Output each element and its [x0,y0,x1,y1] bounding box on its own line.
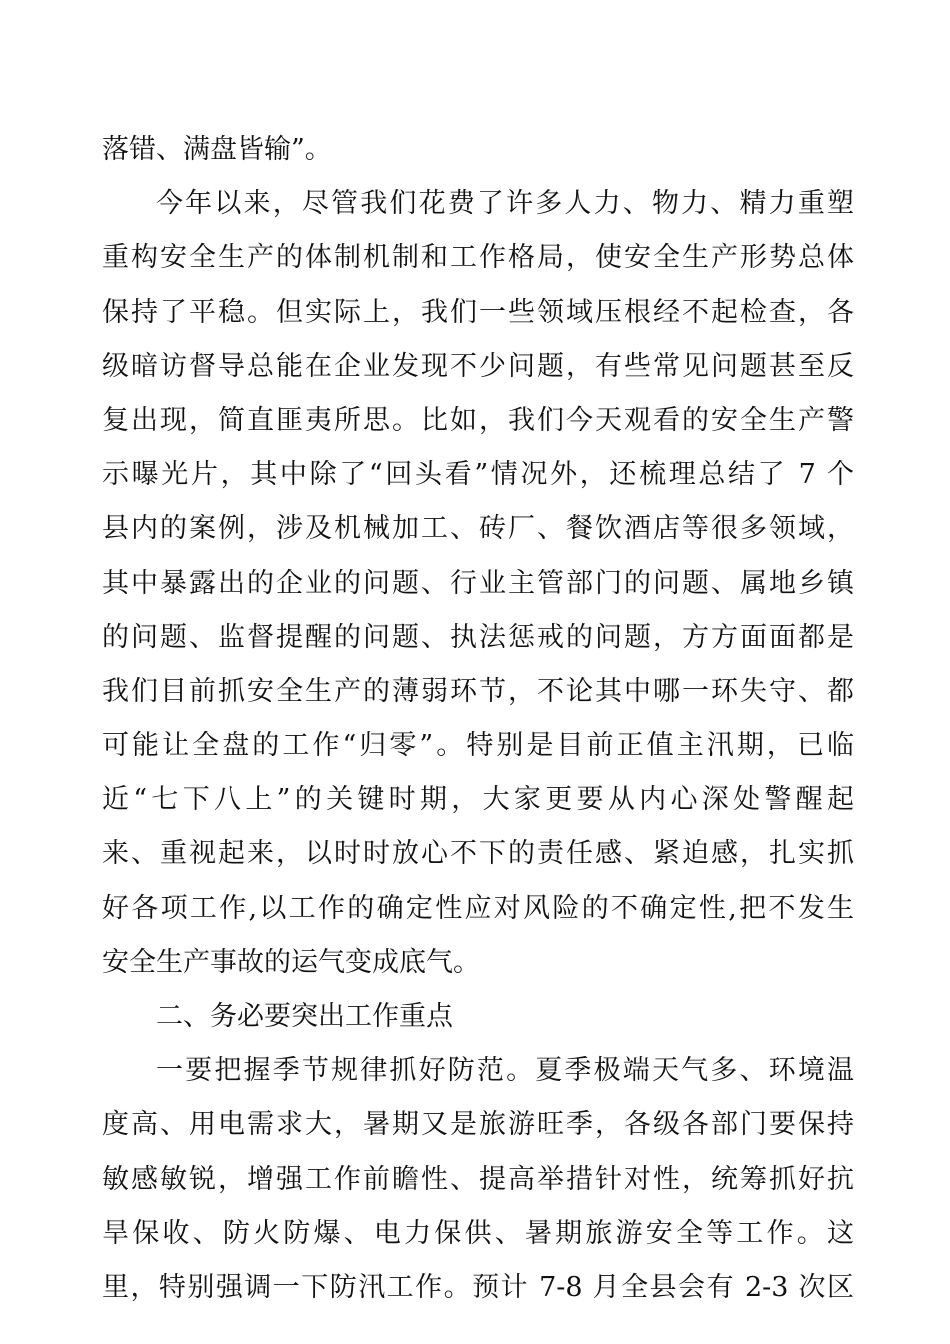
text-line: 保持了平稳。但实际上，我们一些领域压根经不起检查，各 [102,296,854,328]
text-line: 敏感敏锐，增强工作前瞻性、提高举措针对性，统筹抓好抗 [102,1163,854,1195]
text-line: 旱保收、防火防爆、电力保供、暑期旅游安全等工作。这 [102,1217,854,1249]
text-line: 其中暴露出的企业的问题、行业主管部门的问题、属地乡镇 [102,567,854,599]
text-line: 度高、用电需求大，暑期又是旅游旺季，各级各部门要保持 [102,1109,854,1141]
text-line: 复出现，简直匪夷所思。比如，我们今天观看的安全生产警 [102,404,854,436]
text-line: 好各项工作,以工作的确定性应对风险的不确定性,把不发生 [102,892,854,924]
text-line: 我们目前抓安全生产的薄弱环节，不论其中哪一环失守、都 [102,675,854,707]
text-line: 县内的案例，涉及机械加工、砖厂、餐饮酒店等很多领域， [102,513,854,545]
text-line: 级暗访督导总能在企业发现不少问题，有些常见问题甚至反 [102,350,854,382]
text-line: 落错、满盘皆输”。 [102,134,332,165]
text-line: 一要把握季节规律抓好防范。夏季极端天气多、环境温 [156,1055,854,1087]
text-line: 的问题、监督提醒的问题、执法惩戒的问题，方方面面都是 [102,621,854,653]
text-line: 近“七下八上”的关键时期，大家更要从内心深处警醒起 [102,784,854,816]
text-line: 示曝光片，其中除了“回头看”情况外，还梳理总结了 7 个 [102,459,854,491]
text-line: 安全生产事故的运气变成底气。 [102,946,480,978]
body-text [102,123,854,1315]
text-line: 可能让全盘的工作“归零”。特别是目前正值主汛期，已临 [102,730,854,762]
text-line: 里，特别强调一下防汛工作。预计 7-8 月全县会有 2-3 次区 [102,1271,854,1303]
text-line: 今年以来，尽管我们花费了许多人力、物力、精力重塑 [156,188,854,220]
text-line: 重构安全生产的体制机制和工作格局，使安全生产形势总体 [102,242,854,274]
section-heading: 二、务必要突出工作重点 [156,1001,453,1032]
text-line: 来、重视起来，以时时放心不下的责任感、紧迫感，扎实抓 [102,838,854,870]
